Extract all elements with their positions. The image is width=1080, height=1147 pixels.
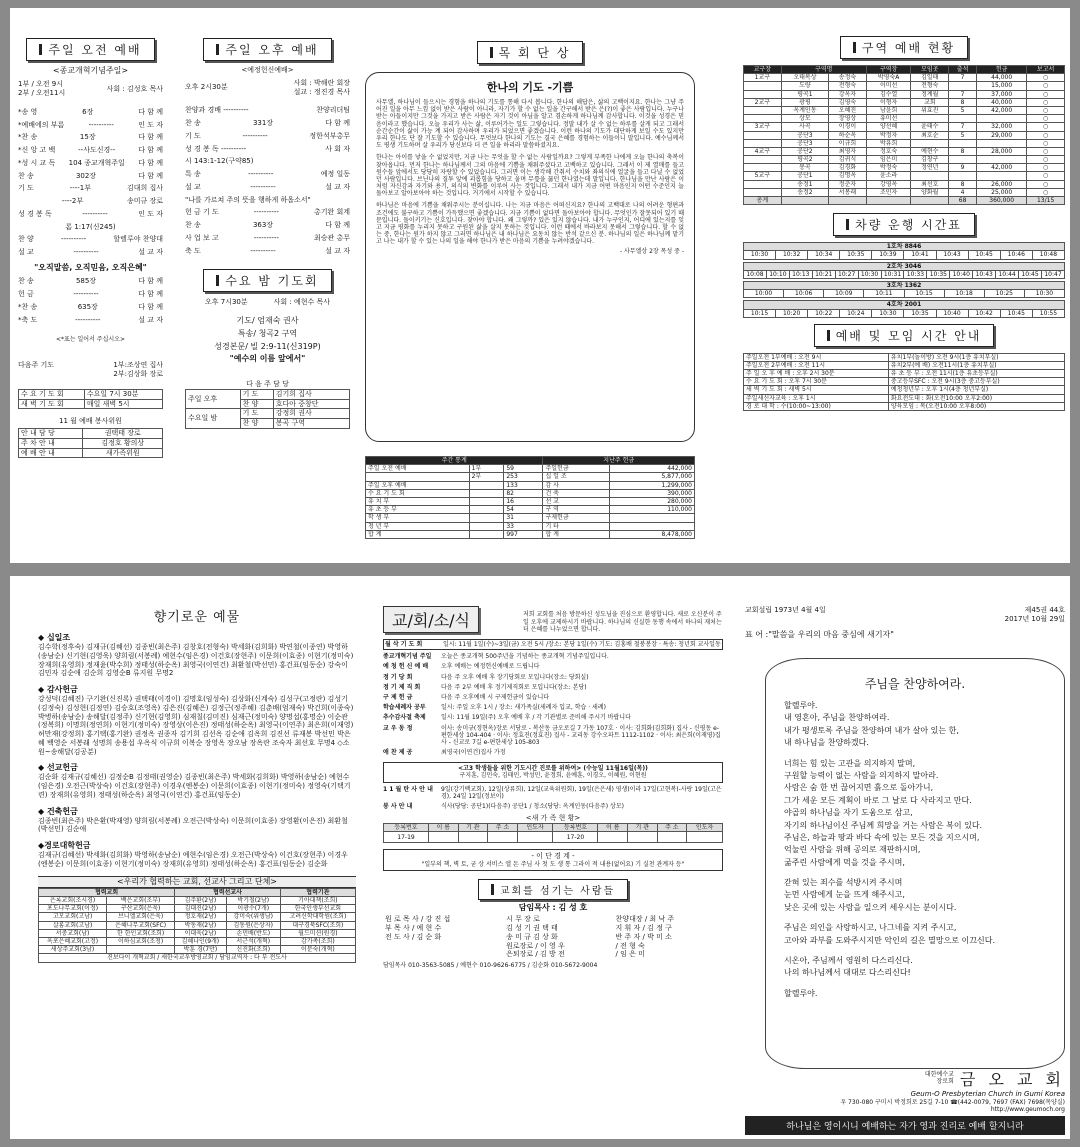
afternoon-order-item: 사 업 보 고 ---------- 최승관 총무 [185, 233, 350, 242]
news-item: 애 찬 제 공 최영국(이연건)집사 가정 [383, 749, 506, 757]
afternoon-order-item: 시 143:1-12(구약85) [185, 157, 254, 166]
morning-order-item: *축 도 ---------- 설 교 자 [18, 315, 163, 324]
bulletin-inside-sheet [10, 8, 1070, 563]
offering-section: ◆ 건축헌금 김종빈(최은주) 박은환(박재영) 양희림(서봉례) 오전근(박상숙) 이문희(이효종) 장영환(이은진) 최환철(박선민) 김순애 [38, 806, 348, 834]
poem-line: 고아와 과부를 도와주시지만 악인의 길은 멸망으로 이끄신다. [784, 935, 995, 945]
district-row: 공단3 하순옥 박정자 최호순 5 29,000 ○ [744, 131, 1065, 139]
poem-line [784, 914, 1046, 922]
bus-route-table: 1호차 8846 10:30 10:32 10:34 10:35 10:39 10:41 10:43 10:45 10:46 10:48 [743, 242, 1065, 259]
news-item: 학습세례자 공부 일시: 주일 오후 1시 / 장소: 새가족실(세례자 입교, 학습 · 세례) [383, 704, 606, 712]
church-info: 대한예수교 장로회 금 오 교 회 Geum-O Presbyterian Church in Gumi Korea 우 730-080 구미시 박정희로 25길 7-10 ☎(442-0079, 7697 (FAX) 7698(목양실) http://www.geumoch.org [745, 1067, 1065, 1113]
poem-line: 주님은, 하늘과 땅과 바다 속에 있는 모든 것을 지으시며, [784, 832, 980, 842]
afternoon-order-item: 헌 금 기 도 ---------- 총기완 회계 [185, 208, 350, 217]
offering-sections [38, 633, 356, 869]
morning-sermon-title: "오직말씀, 오직믿음, 오직은혜" [34, 262, 147, 272]
schedule-row: 주일오전 1부예배 : 오전 9시 유치1부(놀이방) 오전 9시(1층 유치부실) [744, 353, 1065, 361]
poem-line: 갇혀 있는 죄수를 석방시켜 주시며 [784, 878, 903, 888]
poem-line [784, 869, 1046, 877]
district-row: 도량 전형숙 이미선 전형숙 15,000 ○ [744, 82, 1065, 90]
poem-line: 내 영혼아, 주님을 찬양하여라. [784, 713, 890, 723]
volunteer: 봉 사 안 내 식사(당당: 공단1)(다음주) 공단1 / 청소(당당: 옥계인동(다음주) 상모) [383, 803, 624, 810]
servant-row: 원로장로 / 이 영 우 / 전 형 숙 [506, 941, 645, 950]
afternoon-order-item: 성 경 봉 독 ---------- 사 회 자 [185, 144, 350, 153]
schedule-row: 주일오전 2부예배 : 오전 11시 유치2부(예 배) 오전11시(1층 유치부실) [744, 361, 1065, 369]
news-column [383, 576, 723, 1139]
afternoon-order-list [185, 106, 350, 255]
partners-footer: 진보다이 개혁교회 / 새한국교우방영교회 / 담임교역자 : 다 부 전도사 [38, 954, 356, 962]
morning-order-item: 롬 1:17(신245) [65, 222, 116, 231]
afternoon-order-item: 특 송 ---------- 예정 일동 [185, 170, 350, 178]
morning-order-list-2 [18, 277, 163, 324]
bulletin-outside-sheet [10, 576, 1070, 1139]
new-family-title: <새 가 족 현 황> [525, 814, 581, 823]
morning-times: 1부 / 오전 9시 2부 / 오전11시 사회 : 김성호 목사 [18, 80, 163, 98]
bus-schedule [743, 242, 1065, 318]
schedule-row: 수 요 기 도 회 : 오후 7시 30분 중고등부SFC : 오전 9시(3층 중고등부실) [744, 378, 1065, 386]
poem-title: 주님을 찬양하여라. [864, 677, 966, 691]
committee-table: 안 내 담 당 권택태 장로 주 차 안 내 김정호 황의상 예 배 안 내 새가족위원 [18, 428, 163, 458]
weekly-stats-table: 주간 통계 지난주 헌금 주일 오전 예배 1부 59 주일헌금 442,000 2부 253 십 일 조 5,877,000 주일 오후 예배 133 감 사 1,299,000 수 요 기 도 회 82 건 축 390,000 유 치 부 16 선 교 280,000 유 초 등 부 54 구 역 110,000 학 생 부 31 구제헌금 청 년 부 33 기 타 합 계 997 합 계 8,478,000 [365, 456, 695, 539]
partner-row: 서중교회(남) 한 한인교회(조희) 이대욱(2남) 손민배(반도) 월드미션(원경) [39, 929, 356, 937]
offerings-column [38, 576, 356, 1139]
pastor-paragraph-2: 한나는 아이를 낳을 수 없었지만, 지금 나는 무엇을 할 수 없는 사람일까요? 그렇게 부족한 나에게 오늘 한나의 축복이 찾아옵니다. 먼저 한나는 하나님께서 그의 마음에 기쁨을 채워주셨다고 고백하고 있습니다. 그래서 이 제 열매를 들고 원수들 앞에서도 당당히 자랑할 수 있었습니다. 그러면 이는 생각해 간취서 수치와 좌의식에 얼굴을 들고 다닐 수 없었던 사람입니다. 브닌나의 질투 앞에 괴롭힘을 당하고 울며 무릎을 꿇던 한나였는데 말입니다. 한나님을 만난 사람은 이처럼 자신감과 자기와 용기, 의식의 변화를 이루어 사는 것입니다. 그래서 내가 지금 어떤 마음인지 어떤 수준인지 늘 돌아보고 알아보아야 하는 것입니다. 거기에서 시작할 수 있습니다. [376, 154, 684, 198]
poem-line: 할렐루야. [784, 701, 818, 710]
stats-row: 합 계 997 합 계 8,478,000 [366, 530, 695, 538]
poem-frame [765, 658, 1065, 1069]
stats-row: 유 초 등 부 54 구 역 110,000 [366, 506, 695, 514]
district-row: 평곡1 강옥자 김수열 정계월 7 37,000 ○ [744, 90, 1065, 98]
district-column [743, 8, 1065, 563]
morning-order-item: 성 경 봉 독 ---------- 인 도 자 [18, 209, 163, 218]
wednesday-details: 기도/ 엄재숙 권사 특송/ 청곡2 구역 성경본문/ 빌 2:9-11(신319P) "예수의 이름 앞에서" [214, 316, 321, 364]
servant-row: 부 목 사 / 예 현 수 김 성 기 권 택 태 지 휘 자 / 김 정 구 [385, 924, 672, 933]
district-row: 3교구 사곡 이경이 양선혜 윤태수 7 32,000 ○ [744, 123, 1065, 131]
afternoon-order-item: 찬양과 경배 ---------- 찬양리더팀 [185, 106, 350, 115]
morning-order-item: ----2부 송미규 장로 [61, 197, 163, 206]
morning-service-column [18, 8, 163, 563]
church-website: http://www.geumoch.org [990, 1105, 1065, 1113]
news-title: 교/회/소/식 [383, 606, 479, 633]
poem-line: 내가 평생토록 주님을 찬양하며 내가 살아 있는 한, [784, 725, 959, 735]
new-family-table: 등록번호 이 름 기 관 주 소 인도자 등록번호 이 름 기 관 주 소 인도자 17-19 17-20 [383, 823, 723, 843]
poem-line [784, 947, 1046, 955]
district-row: 평곡2 김귀식 임은미 김창구 ○ [744, 156, 1065, 164]
morning-order-item: *성 시 교 독 104 종교개혁주일 다 함 께 [18, 158, 163, 167]
poem-line: 나의 하나님께서 대대로 다스리신다! [784, 968, 911, 978]
stats-row: 수 요 기 도 회 82 건 축 390,000 [366, 489, 695, 497]
partners-table: 협력교회 협력선교사 협력기관 은록교회(조시경) 백은교회(조부) 김주환(2남) 박기철(2남) 기아대책(조희) 포도나무교회(이정) 구산교회(은욱) 김대진(2남) 이광수(7개) 한국인생부선교회 고모교회(고남) 브니엘교회(은욱) 정호재(2남) 강미숙(위생남) 고려신학대학원(조희) 살롬교회(고남) 은혜나무교회(SFC) 박동재(2남) 김동원(은상자) 대구경북SFC(조희) 서중교회(남) 한 한인교회(조희) 이대욱(2남) 손민배(반도) 월드미션(원경) 옥포은혜교회(고정) 이하심교회(조청) 김혜나인(9개) 서근석(개혁) 감가족(조희) 새상주교회(3남) 박훈 경(7만) 신진화(조희) 이문숙(개혁) [38, 888, 356, 955]
schedule-table [743, 353, 1065, 411]
pastor-paragraph-1: 사무엘, 하나님이 들으시는 경험을 하나의 기도를 통해 다시 봅니다. 한나의 해답은, 삶의 고백이지요. 한나는 그냥 주어진 일을 아무 느낌 없이 받은 사람이 아니라, 자기가 할 수 없는 일을 간구해서 받은 은(?)이 좋은 사람입니다. 누구나 받는 아들이지만 그것을 가지고 받은 사람은 자기 것이 아님을 알고 겸손하게 하나님께 감사합니다. 이것을 성경은 믿음이라고 했습니다. 오늘 우리가 사는 삶, 이루어가는 일도 그렇습니다. 정말 내가 살 수 없는 하루를 살게 되고 그래서 순간순간이 삶이 가능 계 되어 감사하며 우리가 되었으면 좋겠습니다. 이런 하나의 기도가 대단하게 보일 수도 있지만 우리 한나도 단 잘 기도할 수 있습니다. 무엇보다 한나의 기도는 결국 은혜를 경험하는 이들이니 말입니다. 예수님께서도 평생 기도하며 살 우리가 당신보다 더 큰 일을 하리라 말씀하셨지요. [376, 99, 684, 150]
stats-row: 학 생 부 31 구제헌금 [366, 514, 695, 522]
head-pastor: 담임목사 : 김 성 호 [518, 903, 588, 913]
afternoon-order-item: 찬 송 331장 다 함 께 [185, 119, 350, 127]
morning-order-item: 설 교 ---------- 설 교 자 [18, 248, 163, 257]
cover-header: 교회설립 1973년 4월 4일 제45권 44호 2017년 10월 29일 [745, 606, 1065, 623]
news-item: 정 기 제 직 회 다음 주 2부 예배 후 정기제직회로 모입니다(장소: 본당) [383, 683, 587, 691]
cover-footer-verse: 하나님은 영이시니 예배하는 자가 영과 진리로 예배 할지니라 [745, 1116, 1065, 1135]
poem-line: 눈먼 사람에게 눈을 뜨게 해주시고, [784, 890, 905, 900]
morning-order-item: 헌 금 ---------- 다 함 께 [18, 290, 163, 299]
morning-order-list [18, 108, 163, 257]
poem-line: 낮은 곳에 있는 사람을 일으켜 세우시는 분이시다. [784, 902, 957, 912]
news-item: 교 우 동 정 이사: 송미규(정현옥)장로 서당로 - 복산동 금오로길 7 가동 107호 · 이사: 김희화(김희화) 집사 - 신평동 e-편한세상 104-404 · 이사: 정효진(정효진) 집사 - 교리동 강수오파트 1112-1102 · 이사: 최은희(이재영)집사 - 신교로 7길 e-편한세상 105-803 [383, 724, 721, 746]
pastor-essay-box [365, 72, 695, 442]
prayer-meeting-table: 수 요 기 도 회 수요일 7시 30분 새 벽 기 도 회 매일 새벽 5시 [18, 389, 163, 410]
partner-row: 새상주교회(3남) 박훈 경(7만) 신진화(조희) 이문숙(개혁) [39, 946, 356, 954]
district-row: 1교구 오태복상 송정숙 박영숙A 김일태 7 44,000 ○ [744, 74, 1065, 82]
district-title: 구역 예배 현황 [840, 36, 968, 59]
district-row: 옥계인동 오혜진 남윤희 위효진 5 42,000 ○ [744, 106, 1065, 114]
bus-route-table: 2호차 3046 10:08 10:10 10:13 10:21 10:27 10:30 10:31 10:33 10:35 10:40 10:43 10:44 10:45 10:47 [743, 262, 1065, 279]
news-item: 종교개혁기념 주일 오늘은 종교개혁 500주년을 기념하는 종교개혁 기념주일입니다. [383, 653, 609, 661]
standing-note: <*표는 일어서 주십시오> [55, 336, 126, 344]
partner-row: 고모교회(고남) 브니엘교회(은욱) 정호재(2남) 강미숙(위생남) 고려신학대학원(조희) [39, 913, 356, 921]
district-row: 봉곡 김경화 박정숙 정연년 9 42,000 ○ [744, 164, 1065, 172]
morning-order-item: 기 도 ----1부 김대희 집사 [18, 184, 163, 193]
afternoon-subtitle: <예정헌신예배> [241, 66, 294, 74]
afternoon-order-item: 축 도 ---------- 설 교 자 [185, 246, 350, 255]
poem-line: 사람은 숨 한 번 끊어지면 흙으로 돌아가니, [784, 783, 934, 793]
pastor-column [365, 8, 695, 563]
partner-row: 은록교회(조시경) 백은교회(조부) 김주환(2남) 박기철(2남) 기아대책(조희) [39, 897, 356, 905]
bus-title: 차량 운행 시간표 [833, 213, 975, 236]
cover-column [745, 576, 1065, 1139]
contacts: 담임목사 010-3563-5085 / 예현수 010-9626-6775 / 김순화 010-5672-9004 [383, 962, 598, 970]
morning-order-item: *찬 송 15장 다 함 께 [18, 133, 163, 142]
exam-prayer-box: <고3 학생들을 위한 기도시간 진로를 위하여> (수능일 11월16일(목)) 구지훈, 김민숙, 김태민, 박성민, 윤정희, 윤예훈, 이경오, 이혜원, 이현원 [383, 762, 723, 782]
district-row: 5교구 공단1 김명옥 윤소라 ○ [744, 172, 1065, 180]
bus-route-table: 4호차 2001 10:15 10:20 10:22 10:24 10:30 10:35 10:40 10:42 10:45 10:55 [743, 300, 1065, 317]
news-item: 추수감사절 축제 일시: 11월 19일(주) 오후 예배 후 / 각 기관별로 준비해 주시기 바랍니다 [383, 714, 631, 722]
servant-row: 원 로 목 사 / 강 진 섭 시 무 장 로 찬양대장 / 최 낙 주 [385, 915, 675, 924]
stats-row: 청 년 부 33 기 타 [366, 522, 695, 530]
afternoon-service-title: 주일 오후 예배 [203, 38, 331, 61]
poem-line: 그가 세운 모든 계획이 바로 그 날로 다 사라지고 만다. [784, 795, 972, 805]
next-duty-title: 다 음 주 담 당 [246, 380, 289, 389]
district-row: 총계 68 360,000 13/15 [744, 197, 1065, 205]
schedule-row: 새 벽 기 도 회 : 새벽 5시 예청청년부 : 오후 1시(4층 청년부실) [744, 386, 1065, 394]
district-row: 4교구 공단2 최영자 정호숙 예현수 8 28,000 ○ [744, 147, 1065, 155]
bus-route-table: 3호차 1362 10:00 10:06 10:09 10:11 10:15 10:18 10:25 10:30 [743, 281, 1065, 298]
partner-row: 살롬교회(고남) 은혜나무교회(SFC) 박동재(2남) 김동원(은상자) 대구경북SFC(조희) [39, 921, 356, 929]
pastor-column-title: 목 회 단 상 [477, 41, 584, 64]
poem-line: 구원할 능력이 없는 사람을 의지하지 말아라. [784, 770, 939, 780]
pastor-essay-heading: 한나의 기도 -기쁨 [486, 81, 574, 94]
poem-line: 너희는 힘 있는 고관을 의지하지 말며, [784, 758, 916, 768]
pastor-paragraph-3: 하나님은 마음에 기쁨을 채워주시는 분이십니다. 나는 지금 마음은 어떠신지요? 한나의 고백대로 나의 어려운 형편과 조건에도 불구하고 기쁨이 가득했으면 좋겠습니다. 지금 기쁨이 없다면 돌아보아야 합니다. 무엇인가 잘못되어 있기 때문입니다. 돌이키기는 신호입니다. 찾아야 합니다. 왜 그렇까? 있은 있지 않습니다. 내가 누구인지, 어디에 있는지를 잊고 지금 평화를 누리지 못하고 구원된 삶을 살지 못하는 것입니다. 이런 때에서 바라보지 못해서 그렇습니다. 할 수 없는 중, 한나는 원가 하지 않고 그러면 하나님은 내 하나님은 요동치 않는 반석 같으신 분. 하나님의 일은 하나님께 맡기고 나는 내가 할 수 있는 나의 일을 해야 한나가 받은 마음의 기쁨을 누려야겠습니다. [376, 202, 684, 246]
afternoon-service-column [185, 8, 350, 563]
offering-section: ◆ 십일조 김수학(정후숙) 김재규(김혜선) 김종빈(최은주) 김창호(전형숙) 박세화(김희화) 박연철(이종연) 박영하(송남순) 신기현(김영욱) 양희림(서봉례) 예현수(임은경) 이건호(장현주) 이문희(이효종) 이현기(정미숙) 장재희(유영희) 정재윤(박수희) 정태성(하순옥) 최영국(이연건) 최환철(박선민) 홍건표(임동순) 강숙이 김민자 김순애 김순희 김영순B 류지원 무명2 [38, 633, 354, 678]
church-address: 우 730-080 구미시 박정희로 25길 7-10 ☎(442-0079, 7697 (FAX) 7698(목양실) [840, 1098, 1065, 1106]
schedule-row: 주 일 오 후 예 배 : 오후 2시 30분 유 초 등 부 : 오전 11시(1층 유초등부실) [744, 370, 1065, 378]
offering-section: ◆ 감사헌금 강성덕(김혜진) 구기완(신진록) 권택태(이경이) 김명호(임성숙) 김상화(신계숙) 김성구(고정란) 김성기(김정숙) 김성현(김정연) 김승호(조영옥) 김은진(김혜은) 김정근(정주혜) 김춘배(엄재숙) 박건희(이종숙) 박병하(송남순) 송해달(김정주) 신기현(김영희) 심재칠(김미진) 심재근(정미숙) 양명섭(홍명순) 이순관(정복희) 이명희(정연희) 이현기(정미숙) 장영상(이은진) 정태성(하순옥) 최영국(이연주) 최은희(이재영) 허만재(강정희) 홍기택(홍기완) 권정옥 권종자 김기희 김선옥 김순애 김옥희 김진선 류재봉 박선민 박은혜 백영순 서봉래 성명희 송용섭 우옥식 이규희 이복순 장영옥 장오남 장옥란 조숙자 최선호 무명4 ◇소원~송해달(김공분) [38, 685, 354, 756]
news-intro: 저희 교회를 처음 방문하신 성도님을 진심으로 환영합니다. 새로 오신분이 주일 오후에 교제하시기 바랍니다. 하나님의 신실한 동행 속에서 하나의 재처는 더 은혜를 나누었으면 합니다. [523, 611, 722, 633]
poem-line [784, 980, 1046, 988]
poem-line: 야곱의 하나님을 자기 도움으로 삼고, [784, 808, 913, 818]
district-row: 송정2 서봉래 조민자 양화월 4 25,000 ○ [744, 188, 1065, 196]
wednesday-host: 오후 7시30분 사회 : 예현수 목사 [205, 298, 330, 307]
afternoon-order-item: 찬 송 363장 다 함 께 [185, 221, 350, 229]
poem-line: 자기의 하나님이신 주님께 희망을 거는 사람은 복이 있다. [784, 820, 983, 830]
poem-line: 할렐루야. [784, 988, 818, 998]
poem-line: 억눌린 사람을 위해 공의로 재판하시며, [784, 845, 921, 855]
birthdays: 1 1 월 탄 사 안 내 9일(강기백교회), 12일(상류희), 12일(교육위원회), 19일(은은새) 영생)이라 17일(고현복)-사랑 19일(고은경), 24일 12일(정보이) [383, 785, 722, 800]
offering-section: ◆경로대학헌금 김재규(김혜선) 박세화(김희화) 박영하(송남순) 예현수(임은경) 오전근(박상숙) 이건호(장현주) 이경우(엔봉순) 이문희(이효종) 이현기(정미숙) 장재희(유영희) 정태성(하순옥) 홍건표(임동순) 김순화 [38, 841, 348, 868]
schedule-row: 주일새신자교육 : 오후 1시 화요전도대 : 화(오전10:00 오후2:00) [744, 394, 1065, 402]
pastor-signature: - 사무엘상 2장 목성 중 - [619, 247, 684, 255]
poem-line [784, 750, 1046, 758]
stats-row: 2부 253 십 일 조 5,877,000 [366, 473, 695, 481]
stats-row: 주일 오후 예배 133 감 사 1,299,000 [366, 481, 695, 489]
partner-row: 옥포은혜교회(고정) 이하심교회(조청) 김혜나인(9개) 서근석(개혁) 감가족(조희) [39, 938, 356, 946]
schedule-row: 경 로 대 학 : 수(10:00~13:00) 양육모임 : 목(오전10:00 오후8:00) [744, 402, 1065, 410]
district-row: 송정1 정춘자 강영옥 최선호 8 26,000 ○ [744, 180, 1065, 188]
morning-order-item: 찬 송 302장 다 함 께 [18, 171, 163, 180]
schedule-title: 예배 및 모임 시간 안내 [814, 324, 995, 347]
servants-title: 교회를 섬기는 사람들 [478, 879, 628, 900]
poem-line: 내 하나님을 찬양하겠다. [784, 738, 869, 748]
morning-order-item: *신 앙 고 백 --사도신경-- 다 함 께 [18, 146, 163, 155]
morning-order-item: *송 영 6장 다 함 께 [18, 107, 163, 116]
poem-line: 굶주린 사람에게 먹을 것을 주시며, [784, 857, 905, 867]
news-item: 월 삭 기 도 회 일시: 11월 1일(수)~3일(금) 오전 5시 /장소: 본당 1일(수) 기도: 김홍배 철붕봉장 · 특송: 청년회 교사일동 [383, 639, 723, 650]
afternoon-order-item: 기 도 ---------- 정한석부총무 [185, 131, 350, 140]
news-item: 예 청 헌 신 예 배 오후 예배는 예정헌신예배로 드립니다 [383, 663, 540, 671]
afternoon-host: 오후 2시30분 사회 : 박해란 회장 설교 : 정진경 목사 [185, 78, 350, 96]
next-duty-table: 주일 오후 기 도 김기희 집사 찬 양 호다아 중창단 수요일 밤 기 도 강정희 권사 찬 양 봉곡 구역 [185, 389, 350, 429]
next-week-prayer: 다음주 기도 1부:조상연 집사 2부:김상화 장로 [18, 361, 163, 379]
poem-line: 시온아, 주님께서 영원히 다스리신다. [784, 956, 913, 966]
wednesday-title: 수요 밤 기도회 [203, 269, 331, 292]
morning-service-title: 주일 오전 예배 [26, 38, 154, 61]
morning-order-item: *예배에의 부름 ---------- 인 도 자 [18, 120, 163, 129]
news-item: 구 제 헌 금 다음 주 오후예배 시 구제헌금이 있습니다 [383, 693, 550, 701]
stats-row: 주일 오전 예배 1부 59 주일헌금 442,000 [366, 465, 695, 473]
committee-title: 11 월 예배 봉사위원 [59, 417, 122, 426]
servant-row: 은퇴장로 / 김 방 전 / 임 은 미 [506, 950, 645, 959]
poem-body [766, 692, 1064, 1008]
morning-order-item: *찬 송 635장 다 함 께 [18, 302, 163, 311]
offering-section: ◆ 선교헌금 김순화 김재규(김혜선) 김정순B 김정태(권영순) 김종빈(최은주) 박세화(김희화) 박영하(송남순) 예현수(임은경) 오전근(박상숙) 이건호(장현주) 이경우(엔봉순) 이문희(이효종) 이현기(정미숙) 정영숙(기택기련) 장재희(유영희) 정태성(하순옥) 최영국(이연건) 홍건표(임동순) [38, 763, 351, 799]
news-items [383, 639, 723, 756]
afternoon-order-item: "나를 가르쳐 주의 뜻을 행하게 하옵소서" [185, 195, 311, 204]
church-english-name: Geum-O Presbyterian Church in Gumi Korea [910, 1089, 1065, 1098]
afternoon-order-item: 설 교 ---------- 설 교 자 [185, 182, 350, 191]
district-row: 상모 장영상 유미선 ○ [744, 115, 1065, 123]
new-family-row: 17-19 17-20 [384, 832, 723, 843]
stats-row: 유 치 부 16 선 교 280,000 [366, 497, 695, 505]
cover-motto: 표 어 :"말씀을 우리의 마음 중심에 새기자" [745, 629, 894, 639]
morning-subtitle: <종교개혁기념주일> [52, 66, 129, 75]
news-item: 정 기 당 회 다음 주 오후 예배 후 장기당회로 모입니다(장소: 당회실) [383, 673, 589, 681]
partner-row: 포도나무교회(이정) 구산교회(은욱) 김대진(2남) 이광수(7개) 한국인생부선교회 [39, 905, 356, 913]
morning-order-item: 찬 양 ---------- 할렐루야 찬양대 [18, 235, 163, 244]
partners-title: <우리가 협력하는 교회, 선교사 그리고 단체> [38, 876, 356, 888]
servant-row: 전 도 사 / 김 순 화 송 미 규 김 상 화 반 주 자 / 박 미 소 [385, 932, 672, 941]
poem-line: 주님은 의인을 사랑하시고, 나그네를 지켜 주시고, [784, 923, 957, 933]
district-row: 2교구 광평 김영숙 이형자 교회 8 40,000 ○ [744, 98, 1065, 106]
offerings-title: 향기로운 예물 [153, 610, 241, 625]
servants-table [383, 915, 723, 959]
heresy-warning-box: - 이 단 경 계 - "일부의 책, 벽 토, 굳 상 서비스 엘 돈 주님 사 첫 도 생 통 그라이 적 내용(없어요) 기 실천 관계자 등" [383, 849, 723, 871]
district-row: 공단3 이규희 박유희 ○ [744, 139, 1065, 147]
district-table: 교구장 구역명 구역장 모임곳 출석 헌금 보고서 1교구 오태복상 송정숙 박영숙A 김일태 7 44,000 ○ 도량 전형숙 이미선 전형숙 15,000 ○ 평곡1 강옥자 김수열 정계월 7 37,000 ○ 2교구 광평 김영숙 이형자 교회 8 40,000 ○ 옥계인동 오혜진 남윤희 위효진 5 42,000 ○ 상모 장영상 유미선 ○ 3교구 사곡 이경이 양선혜 윤태수 7 32,000 ○ 공단3 하순옥 박정자 최호순 5 29,000 ○ 공단3 이규희 박유희 ○ 4교구 공단2 최영자 정호숙 예현수 8 28,000 ○ 평곡2 김귀식 임은미 김창구 ○ 봉곡 김경화 박정숙 정연년 9 42,000 ○ 5교구 공단1 김명옥 윤소라 ○ 송정1 정춘자 강영옥 최선호 8 26,000 ○ 송정2 서봉래 조민자 양화월 4 25,000 ○ 총계 68 360,000 13/15 [743, 65, 1065, 205]
morning-order-item: 찬 송 585장 다 함 께 [18, 277, 163, 286]
church-name: 금 오 교 회 [959, 1069, 1065, 1089]
